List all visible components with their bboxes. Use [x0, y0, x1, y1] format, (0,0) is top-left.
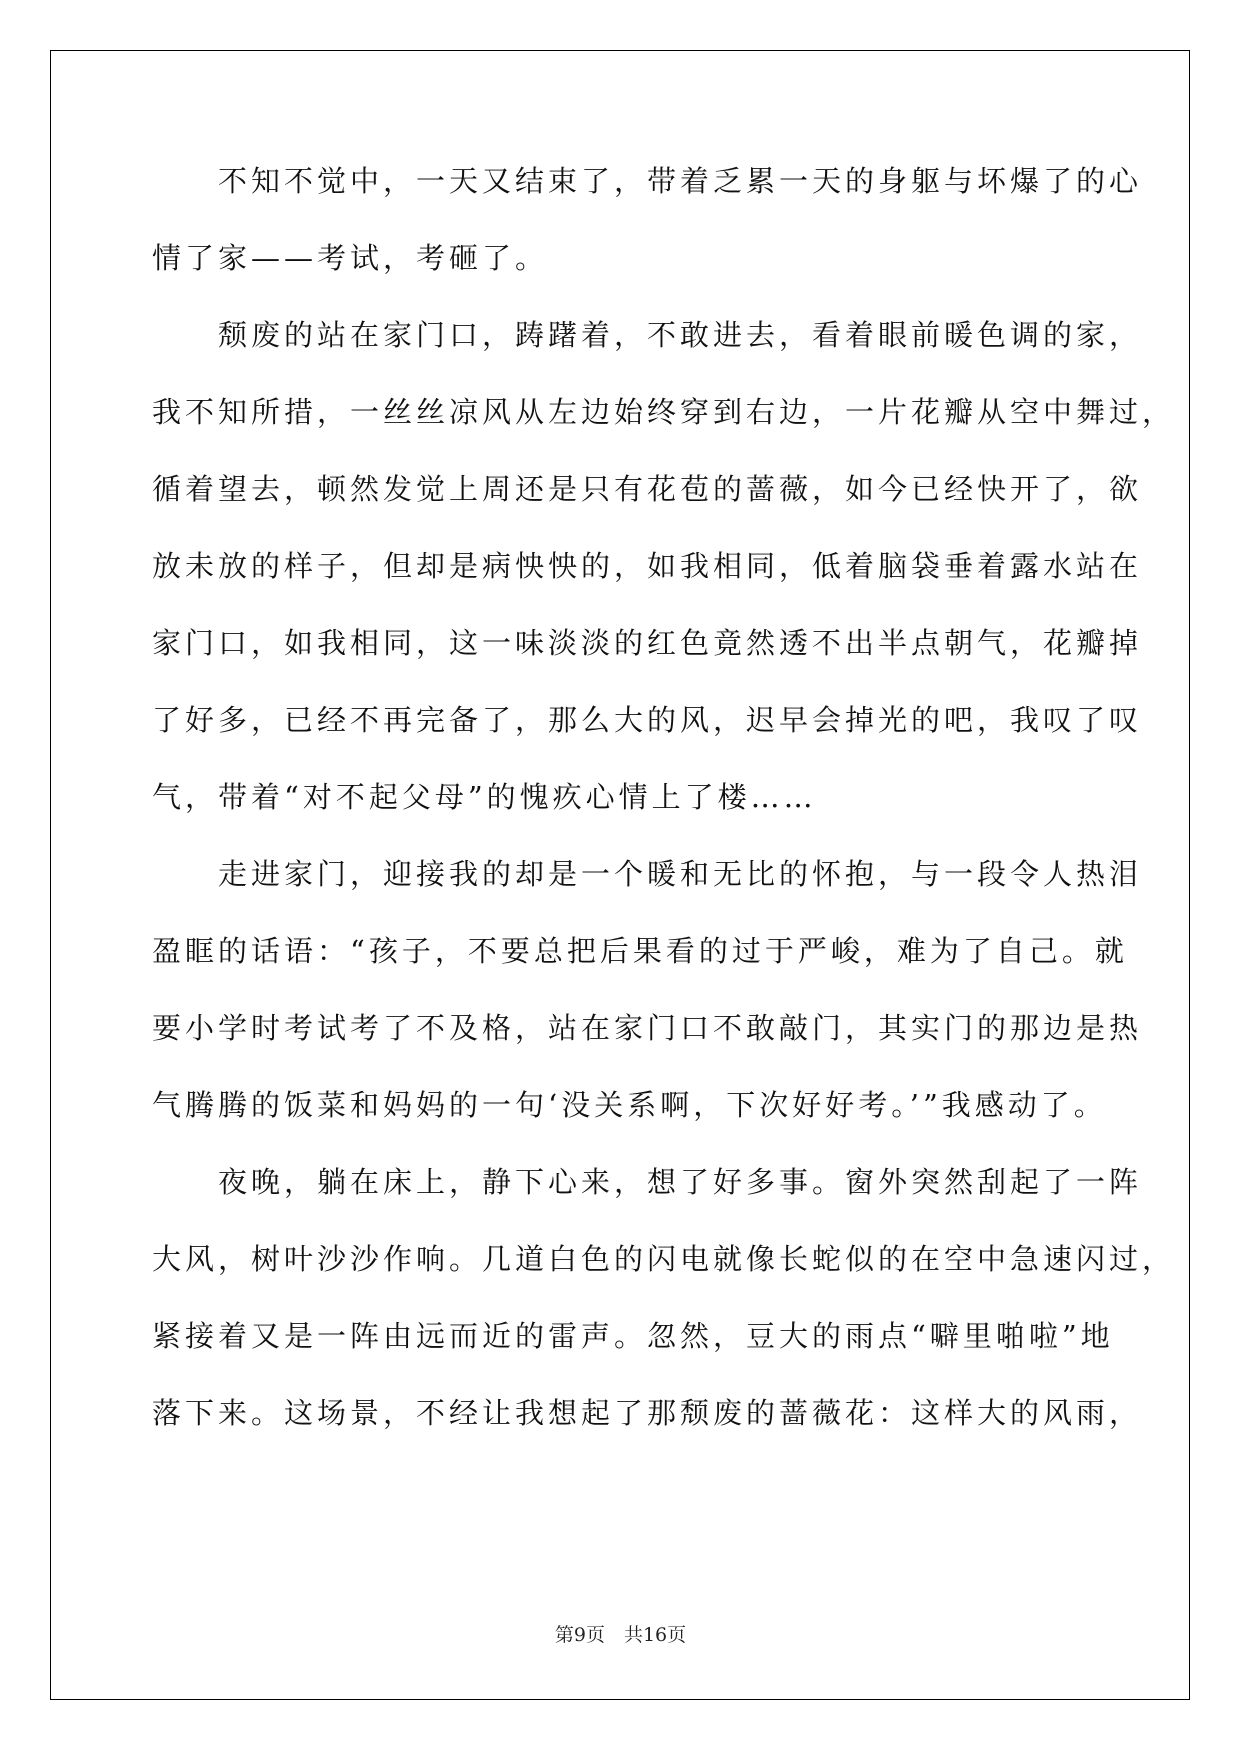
page-number-footer: 第9页 共16页	[554, 1624, 687, 1646]
text-line: 家门口，如我相同，这一味淡淡的红色竟然透不出半点朝气，花瓣掉	[152, 626, 1143, 660]
text-line: 紧接着又是一阵由远而近的雷声。忽然，豆大的雨点“噼里啪啦”地	[152, 1319, 1114, 1353]
text-line: 循着望去，顿然发觉上周还是只有花苞的蔷薇，如今已经快开了，欲	[152, 472, 1143, 506]
text-line: 气腾腾的饭菜和妈妈的一句‘没关系啊，下次好好考。’”我感动了。	[152, 1088, 1107, 1122]
text-line: 不知不觉中，一天又结束了，带着乏累一天的身躯与坏爆了的心	[152, 164, 1143, 198]
text-line: 了好多，已经不再完备了，那么大的风，迟早会掉光的吧，我叹了叹	[152, 703, 1143, 737]
text-line: 走进家门，迎接我的却是一个暖和无比的怀抱，与一段令人热泪	[152, 857, 1143, 891]
text-line: 我不知所措，一丝丝凉风从左边始终穿到右边，一片花瓣从空中舞过，	[152, 395, 1176, 429]
text-line: 夜晚，躺在床上，静下心来，想了好多事。窗外突然刮起了一阵	[152, 1165, 1143, 1199]
text-line: 落下来。这场景，不经让我想起了那颓废的蔷薇花：这样大的风雨，	[152, 1396, 1143, 1430]
text-line: 盈眶的话语：“孩子，不要总把后果看的过于严峻，难为了自己。就	[152, 934, 1128, 968]
text-line: 颓废的站在家门口，踌躇着，不敢进去，看着眼前暖色调的家，	[152, 318, 1143, 352]
text-line: 放未放的样子，但却是病怏怏的，如我相同，低着脑袋垂着露水站在	[152, 549, 1143, 583]
text-line: 要小学时考试考了不及格，站在家门口不敢敲门，其实门的那边是热	[152, 1011, 1143, 1045]
text-line: 情了家——考试，考砸了。	[152, 241, 549, 275]
text-line: 大风，树叶沙沙作响。几道白色的闪电就像长蛇似的在空中急速闪过，	[152, 1242, 1176, 1276]
text-line: 气，带着“对不起父母”的愧疚心情上了楼……	[152, 780, 817, 814]
